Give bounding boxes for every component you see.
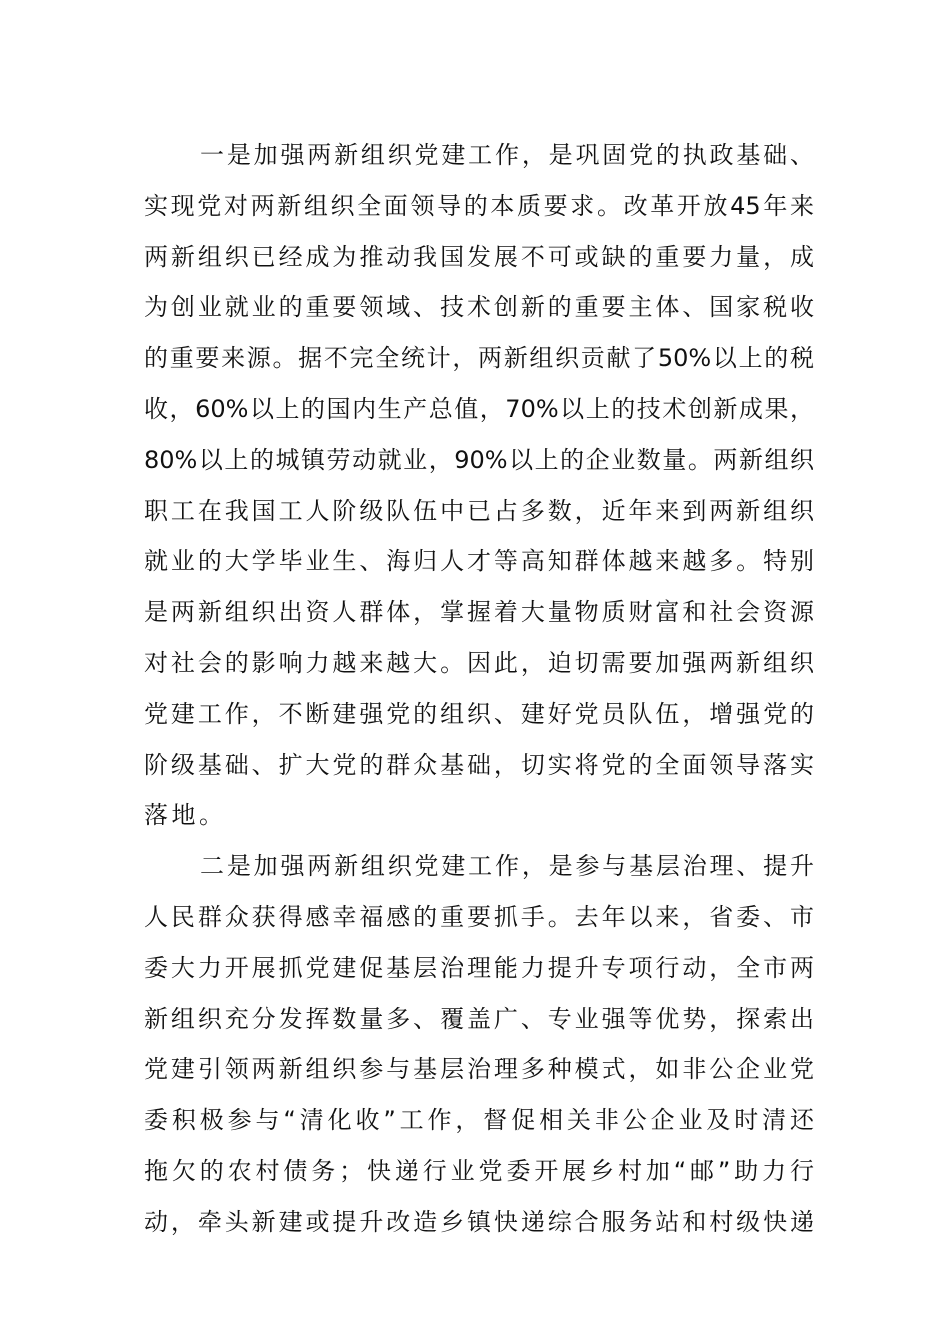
text-line: 职工在我国工人阶级队伍中已占多数，近年来到两新组织 <box>144 496 814 525</box>
text-line: 80%以上的城镇劳动就业，90%以上的企业数量。两新组织 <box>144 445 814 474</box>
text-line: 委大力开展抓党建促基层治理能力提升专项行动，全市两 <box>144 953 814 982</box>
text-line: 动，牵头新建或提升改造乡镇快递综合服务站和村级快递 <box>144 1207 814 1236</box>
text-line: 人民群众获得感幸福感的重要抓手。去年以来，省委、市 <box>144 902 814 931</box>
text-line: 收，60%以上的国内生产总值，70%以上的技术创新成果， <box>144 394 814 423</box>
text-line: 党建工作，不断建强党的组织、建好党员队伍，增强党的 <box>144 699 814 728</box>
text-line: 对社会的影响力越来越大。因此，迫切需要加强两新组织 <box>144 648 814 677</box>
text-line: 一是加强两新组织党建工作，是巩固党的执政基础、 <box>200 141 814 169</box>
paragraph-1 <box>144 130 814 841</box>
text-line: 委积极参与“清化收”工作，督促相关非公企业及时清还 <box>144 1106 814 1135</box>
text-line: 为创业就业的重要领域、技术创新的重要主体、国家税收 <box>144 293 814 322</box>
text-line: 两新组织已经成为推动我国发展不可或缺的重要力量，成 <box>144 242 814 271</box>
text-line: 是两新组织出资人群体，掌握着大量物质财富和社会资源 <box>144 598 814 627</box>
paragraph-2 <box>144 841 814 1247</box>
text-line: 党建引领两新组织参与基层治理多种模式，如非公企业党 <box>144 1055 814 1084</box>
text-line: 实现党对两新组织全面领导的本质要求。改革开放45年来 <box>144 191 814 220</box>
text-line: 阶级基础、扩大党的群众基础，切实将党的全面领导落实 <box>144 750 814 779</box>
text-line: 拖欠的农村债务；快递行业党委开展乡村加“邮”助力行 <box>144 1156 814 1185</box>
body-text <box>144 130 814 1248</box>
text-line: 的重要来源。据不完全统计，两新组织贡献了50%以上的税 <box>144 344 814 373</box>
text-line: 就业的大学毕业生、海归人才等高知群体越来越多。特别 <box>144 547 814 576</box>
text-line: 二是加强两新组织党建工作，是参与基层治理、提升 <box>200 852 814 881</box>
text-line: 落地。 <box>144 801 227 830</box>
text-line: 新组织充分发挥数量多、覆盖广、专业强等优势，探索出 <box>144 1004 814 1033</box>
